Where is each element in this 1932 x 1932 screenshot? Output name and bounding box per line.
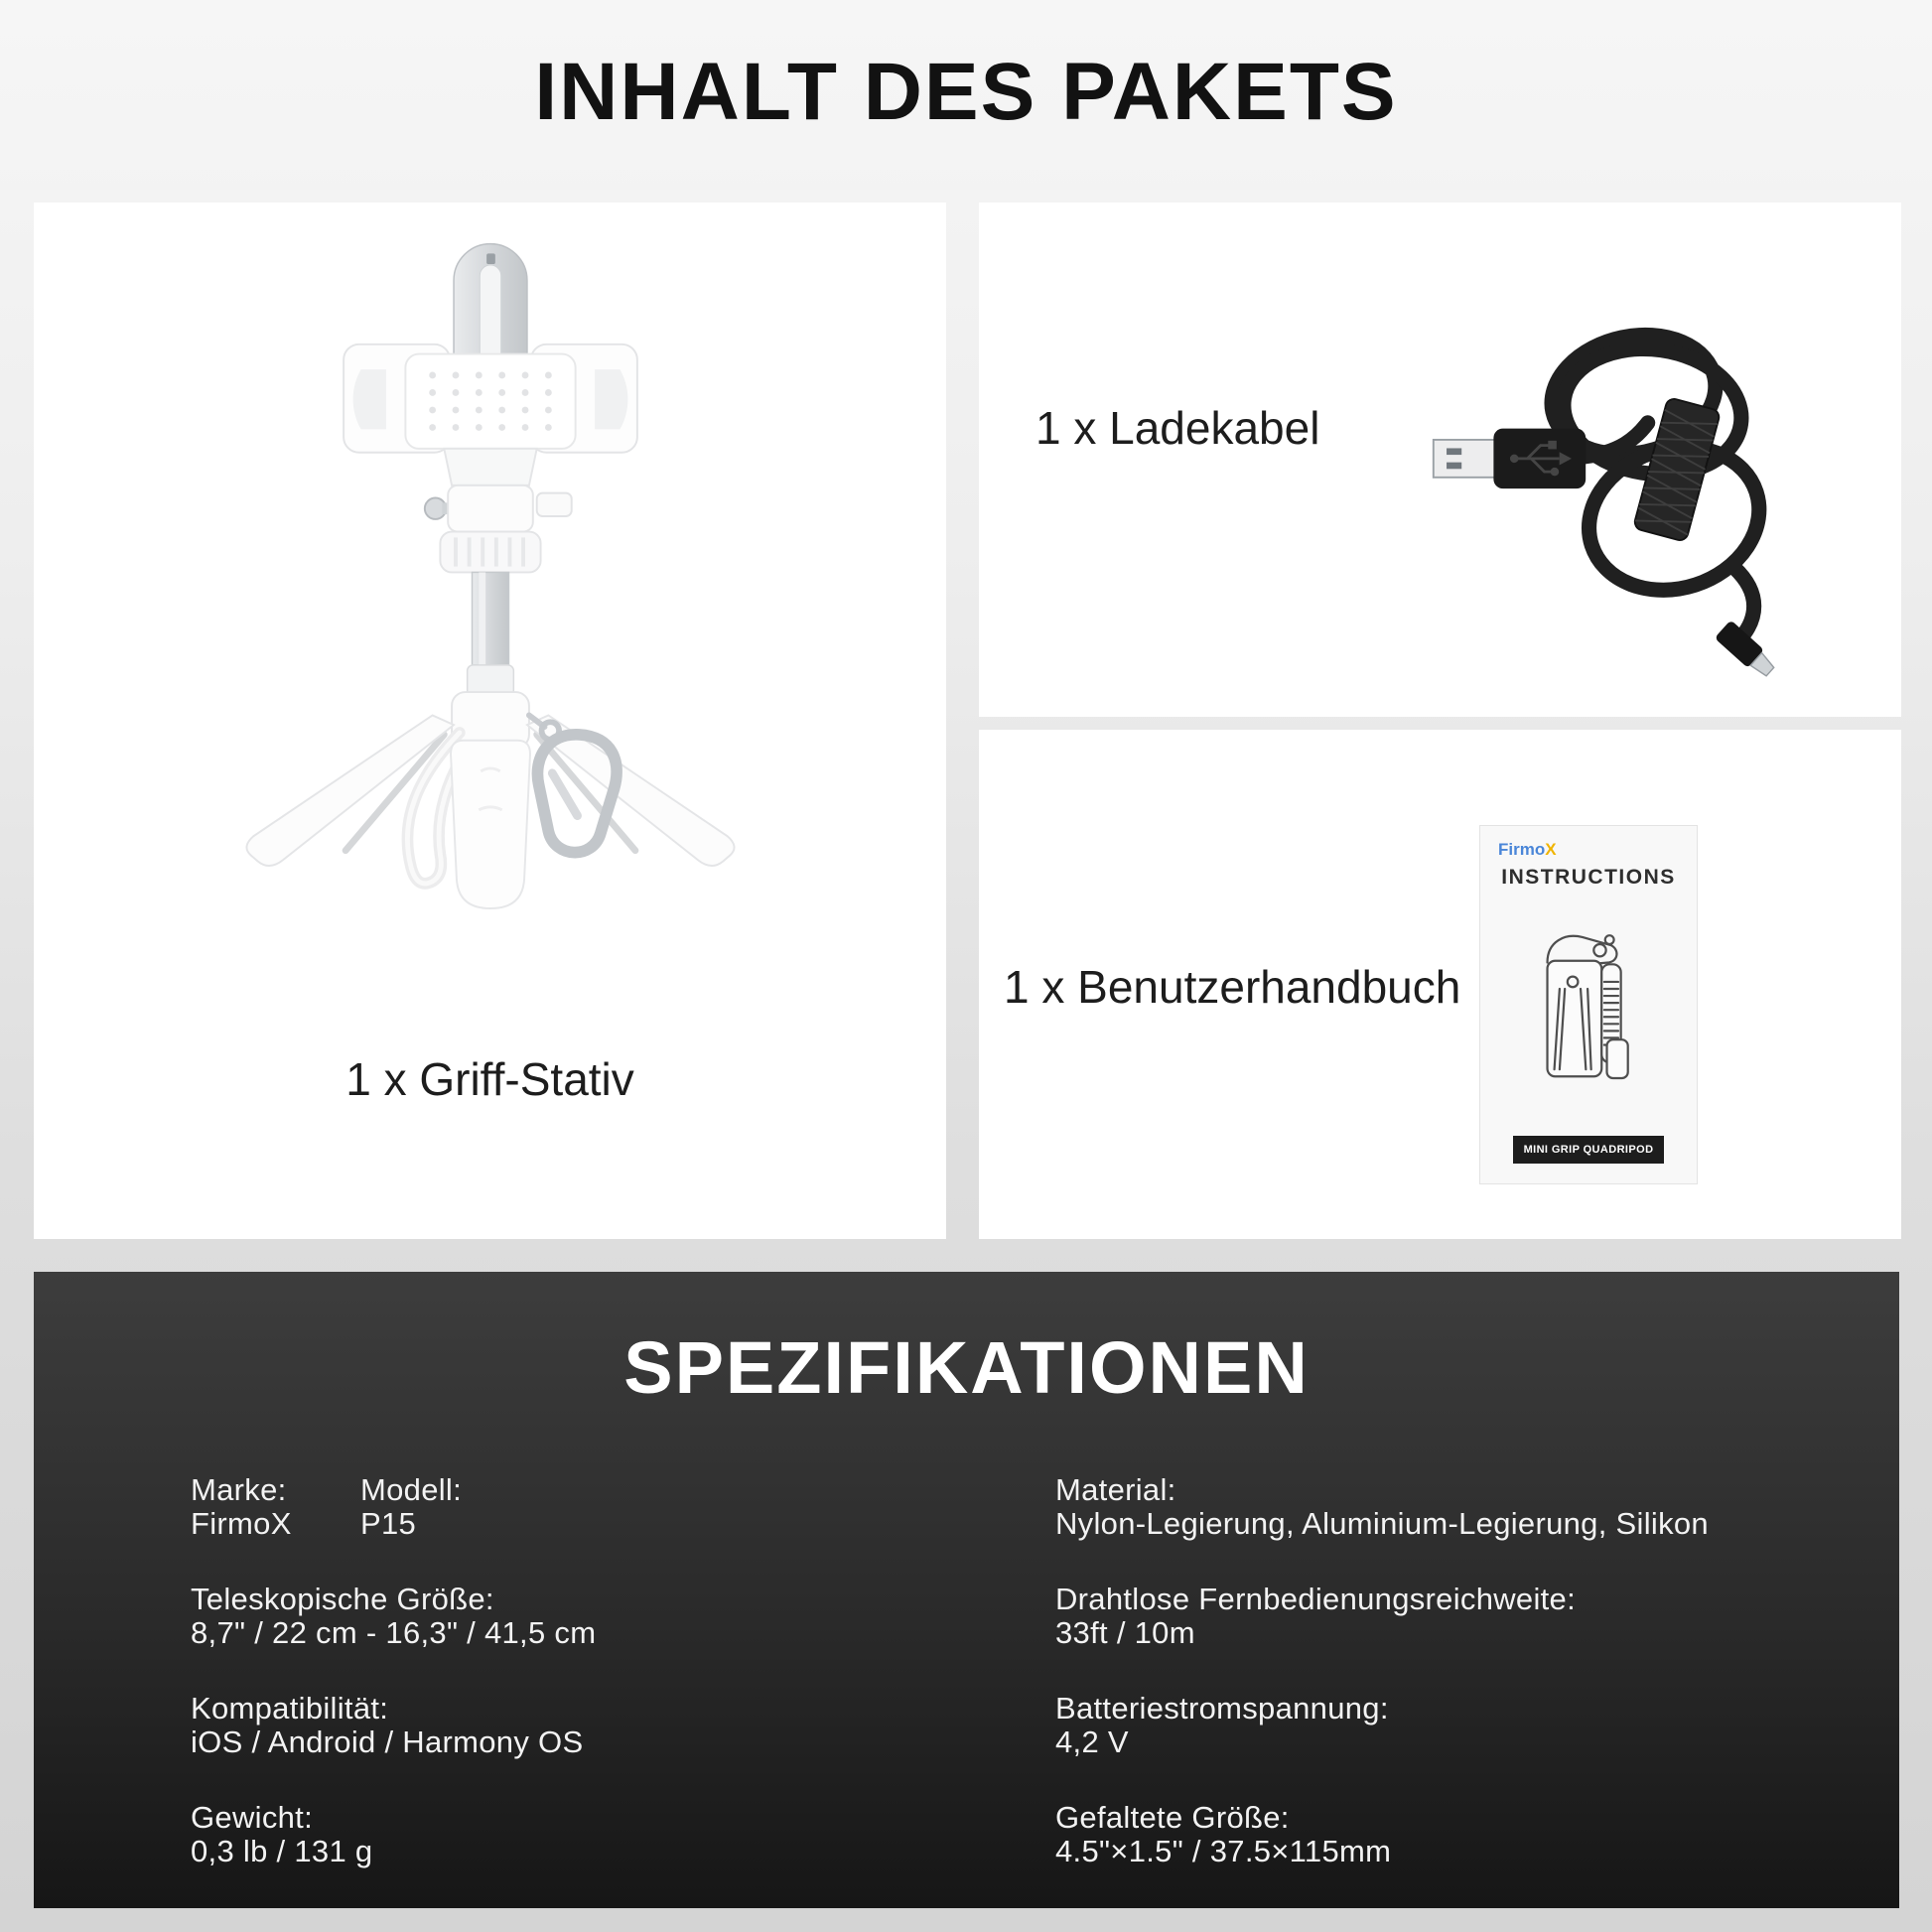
thumb-screw	[537, 493, 572, 516]
spec-telescopic-size	[191, 1583, 596, 1650]
spec-weight-label: Gewicht:	[191, 1800, 313, 1835]
spec-weight	[191, 1801, 372, 1868]
page-title: INHALT DES PAKETS	[534, 47, 1398, 137]
spec-model	[360, 1473, 462, 1541]
instruction-booklet	[1479, 825, 1698, 1184]
grip-handle	[451, 741, 530, 908]
spec-remote-range-value: 33ft / 10m	[1055, 1615, 1195, 1650]
spec-battery-voltage	[1055, 1692, 1389, 1759]
telescopic-pole	[473, 572, 509, 664]
spec-compatibility	[191, 1692, 583, 1759]
spec-battery-voltage-value: 4,2 V	[1055, 1725, 1129, 1759]
cable-caption: 1 x Ladekabel	[1035, 402, 1320, 454]
brand-logo	[1498, 840, 1557, 860]
manual-title: INSTRUCTIONS	[1501, 866, 1676, 889]
tripod-illustration	[193, 230, 788, 945]
brand-logo-x: X	[1545, 840, 1557, 859]
spec-material-label: Material:	[1055, 1472, 1176, 1507]
folded-tripod-line-drawing	[1514, 896, 1663, 1112]
spec-folded-size-value: 4.5"×1.5" / 37.5×115mm	[1055, 1834, 1392, 1868]
spec-compatibility-value: iOS / Android / Harmony OS	[191, 1725, 584, 1759]
spec-telescopic-value: 8,7" / 22 cm - 16,3" / 41,5 cm	[191, 1615, 597, 1650]
tripod-caption: 1 x Griff-Stativ	[345, 1053, 634, 1105]
spec-material	[1055, 1473, 1709, 1541]
spec-battery-voltage-label: Batteriestromspannung:	[1055, 1691, 1389, 1725]
charging-cable-illustration	[1406, 244, 1843, 686]
phone-pad	[405, 354, 575, 449]
spec-compatibility-label: Kompatibilität:	[191, 1691, 389, 1725]
spec-model-value: P15	[360, 1506, 417, 1541]
spec-brand-label: Marke:	[191, 1472, 287, 1507]
spec-brand	[191, 1473, 292, 1541]
spec-remote-range-label: Drahtlose Fernbedienungsreichweite:	[1055, 1582, 1577, 1616]
usb-a-connector	[1434, 429, 1586, 489]
package-item-panel-manual	[979, 730, 1901, 1239]
manual-footer-banner: MINI GRIP QUADRIPOD	[1513, 1136, 1664, 1164]
spec-remote-range	[1055, 1583, 1576, 1650]
spec-telescopic-label: Teleskopische Größe:	[191, 1582, 494, 1616]
spec-brand-value: FirmoX	[191, 1506, 292, 1541]
brand-logo-firmo: Firmo	[1498, 840, 1546, 859]
package-item-panel-tripod	[34, 203, 946, 1239]
specifications-heading: SPEZIFIKATIONEN	[623, 1326, 1310, 1409]
package-item-panel-cable	[979, 203, 1901, 717]
spec-weight-value: 0,3 lb / 131 g	[191, 1834, 373, 1868]
spec-folded-size-label: Gefaltete Größe:	[1055, 1800, 1290, 1835]
manual-caption: 1 x Benutzerhandbuch	[1004, 961, 1461, 1013]
spec-folded-size	[1055, 1801, 1391, 1868]
spec-model-label: Modell:	[360, 1472, 463, 1507]
specifications-panel	[34, 1272, 1899, 1908]
spec-material-value: Nylon-Legierung, Aluminium-Legierung, Silikon	[1055, 1506, 1709, 1541]
